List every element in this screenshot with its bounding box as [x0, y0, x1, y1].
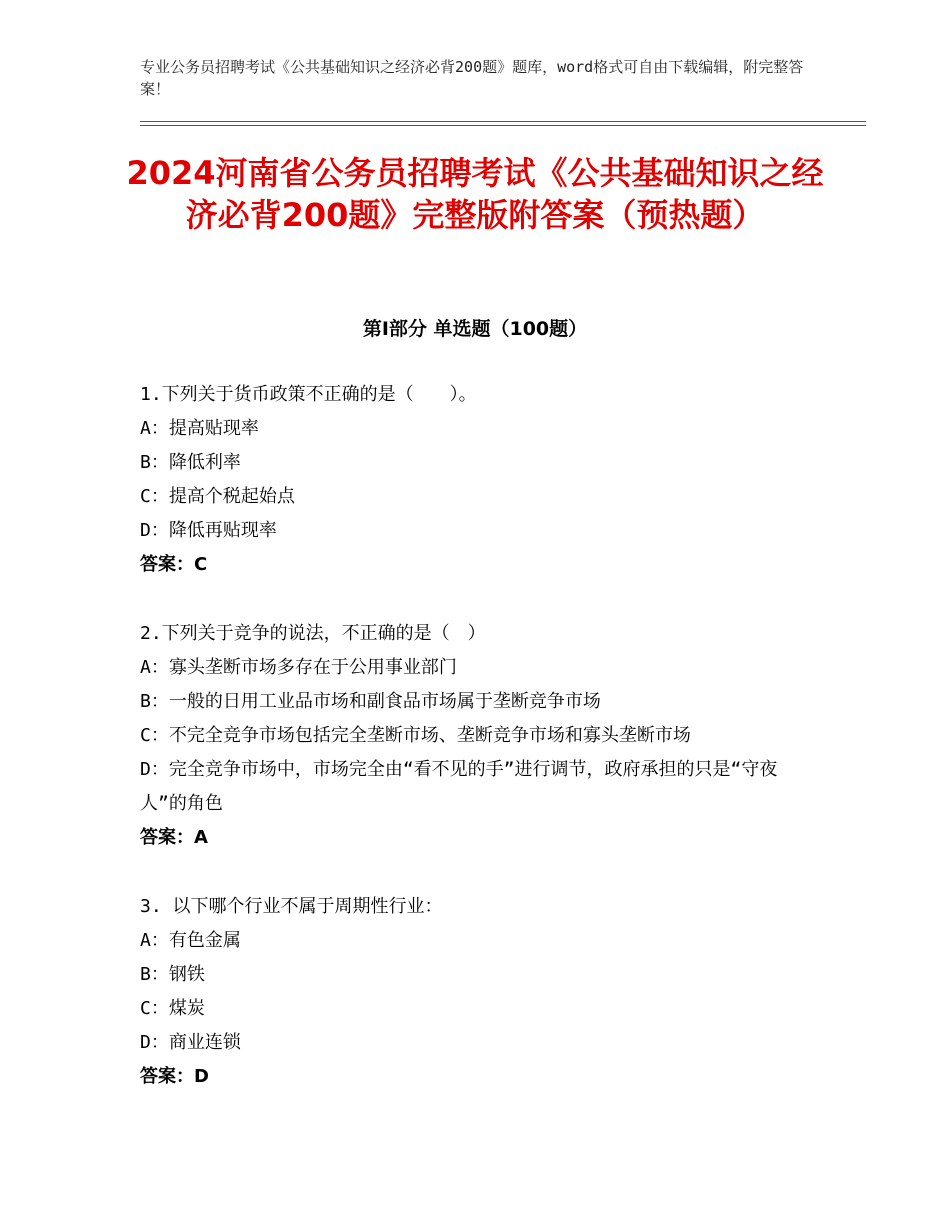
option-b: B：降低利率 — [140, 452, 241, 473]
option-b: B：钢铁 — [140, 964, 205, 985]
option-a: A：有色金属 — [140, 930, 241, 951]
option-c: C：不完全竞争市场包括完全垄断市场、垄断竞争市场和寡头垄断市场 — [140, 725, 691, 746]
option-b: B：一般的日用工业品市场和副食品市场属于垄断竞争市场 — [140, 691, 601, 712]
question-1 — [140, 378, 810, 582]
document-title: 2024河南省公务员招聘考试《公共基础知识之经济必背200题》完整版附答案（预热题） — [126, 154, 824, 234]
question-2 — [140, 617, 810, 855]
header-rule-top — [140, 121, 866, 122]
question-stem: 1.下列关于货币政策不正确的是（ ）。 — [140, 384, 477, 405]
question-stem: 2.下列关于竞争的说法，不正确的是（ ） — [140, 623, 486, 644]
answer: 答案：C — [140, 554, 208, 575]
option-d: D：降低再贴现率 — [140, 520, 277, 541]
answer: 答案：D — [140, 1066, 209, 1087]
option-c: C：煤炭 — [140, 998, 205, 1019]
section-title: 第Ⅰ部分 单选题（100题） — [362, 318, 588, 340]
option-c: C：提高个税起始点 — [140, 486, 295, 507]
option-a: A：寡头垄断市场多存在于公用事业部门 — [140, 657, 457, 678]
question-3 — [140, 890, 810, 1094]
option-d: D：完全竞争市场中，市场完全由“看不见的手”进行调节，政府承担的只是“守夜人”的角色 — [140, 759, 778, 814]
option-a: A：提高贴现率 — [140, 418, 259, 439]
option-d: D：商业连锁 — [140, 1032, 241, 1053]
question-stem: 3. 以下哪个行业不属于周期性行业： — [140, 896, 443, 917]
header-rule-bottom — [140, 125, 866, 126]
answer: 答案：A — [140, 827, 208, 848]
header-note: 专业公务员招聘考试《公共基础知识之经济必背200题》题库，word格式可自由下载编辑，附完整答案！ — [140, 58, 804, 98]
